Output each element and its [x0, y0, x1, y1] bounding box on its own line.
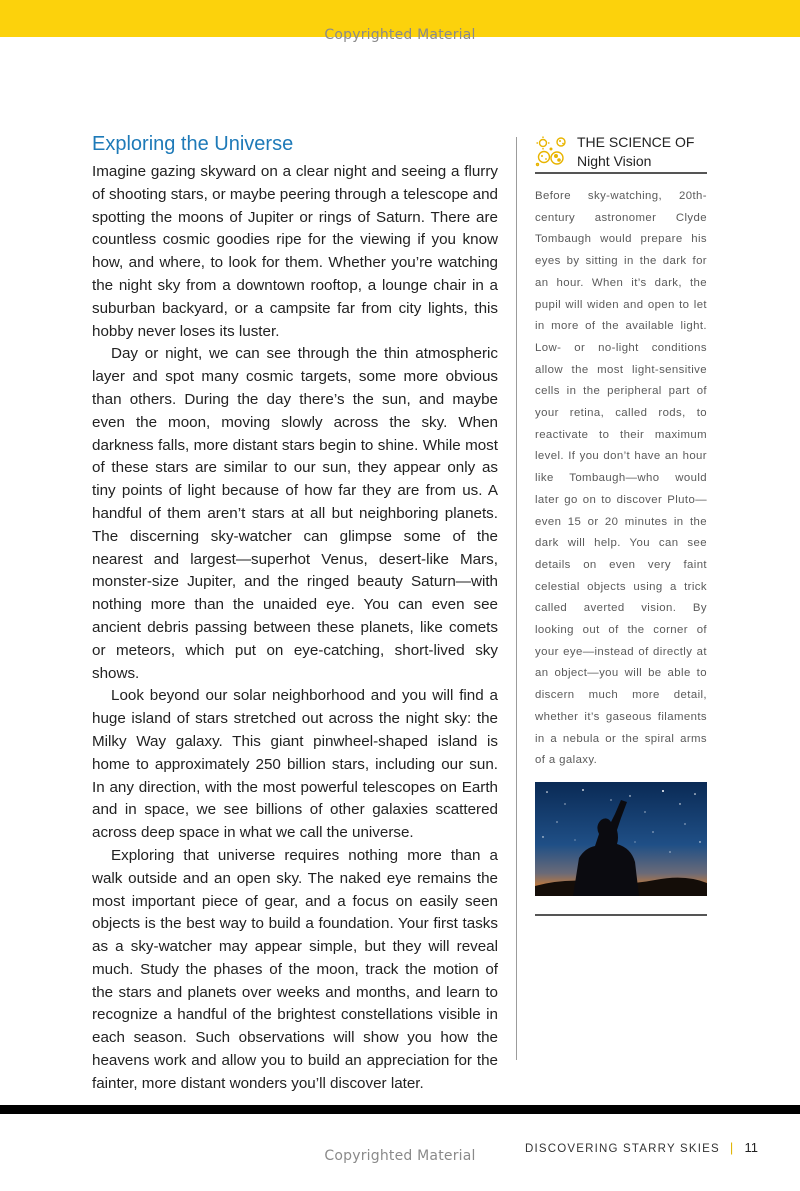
- running-footer-section: DISCOVERING STARRY SKIES: [524, 1143, 720, 1155]
- article-heading: Exploring the Universe: [92, 133, 294, 155]
- sidebar-text: Before sky-watching, 20th-century astronomer Clyde Tombaugh would prepare his eyes by sitting in the dark for an hour. When it’s dark, the pupil will widen and open to let in more of the available light. Low- or no-light conditions allow the most light-sensitive cells in the peripheral part of your retina, called rods, to reactivate to their maximum level. If you don’t have an hour like Tombaugh—who would later go on to discover Pluto—even 15 or 20 minutes in the dark will help. You can see details on even very faint celestial objects using a trick called averted vision. By looking out of the corner of your eye—instead of directly at an object—you will be able to discern much more detail, whether it’s gaseous filaments in a nebula or the spiral arms of a galaxy.: [535, 190, 707, 767]
- page-number: 11: [744, 1140, 758, 1155]
- paragraph-2: Day or night, we can see through the thin atmospheric layer and spot many cosmic targets, some more obvious than others. During the day there’s the sun, and maybe even the moon, moving slowly across the sky. When darkness falls, more distant stars begin to shine. While most of these stars are similar to our sun, they appear only as tiny points of light because of how far they are from us. A handful of them aren’t stars at all but neighboring planets. The discerning sky-watcher can glimpse some of the nearest and largest—superhot Venus, desert-like Mars, monster-size Jupiter, and the ringed beauty Saturn—with nothing more than the unaided eye. You can even see ancient debris passing between these planets, like comets or meteors, which put on eye-catching, short-lived sky shows.: [92, 345, 498, 682]
- sidebar-title-line-2: Night Vision: [577, 153, 652, 169]
- paragraph-3: Look beyond our solar neighborhood and you will find a huge island of stars stretched out across the night sky: the Milky Way galaxy. This giant pinwheel-shaped island is home to approximately 250 billion stars, including our sun. In any direction, with the most powerful telescopes on Earth and in space, we see billions of other galaxies scattered across deep space in what we call the universe.: [92, 687, 498, 842]
- sidebar-title-line-1: THE SCIENCE OF: [577, 134, 695, 150]
- planets-icon: [535, 135, 569, 167]
- main-article: [92, 132, 498, 1096]
- sidebar-title: [577, 133, 694, 171]
- footer-separator: |: [729, 1140, 735, 1155]
- paragraph-1: Imagine gazing skyward on a clear night and seeing a flurry of shooting stars, or maybe peering through a telescope and spotting the moons of Jupiter or rings of Saturn. There are countless cosmic goodies ripe for the viewing if you know how, and where, to look for them. Whether you’re watching the night sky from a downtown rooftop, a lounge chair in a suburban backyard, or a campsite far from city lights, this hobby never loses its luster.: [92, 163, 498, 340]
- stargazer-photo: [535, 782, 707, 896]
- sidebar-header: [535, 132, 707, 172]
- column-divider: [516, 137, 517, 1060]
- sidebar-top-rule: [535, 172, 707, 174]
- sidebar-bottom-rule: [535, 914, 707, 916]
- footer-black-bar: [0, 1105, 800, 1114]
- paragraph-4: Exploring that universe requires nothing more than a walk outside and an open sky. The naked eye remains the most important piece of gear, and a focus on easily seen objects is the best way to build a foundation. Your first tasks as a sky-watcher may appear simple, but they will reveal much. Study the phases of the moon, track the motion of the stars and planets over weeks and months, and learn to recognize a handful of the brightest constellations visible in each season. Such observations will show you how the heavens work and allow you to build an appreciation for the fainter, more distant wonders you’ll discover later.: [92, 846, 498, 1092]
- copyright-watermark-bottom: Copyrighted Material: [324, 1148, 476, 1164]
- copyright-watermark-top: Copyrighted Material: [324, 27, 476, 43]
- sidebar-box: [535, 132, 707, 916]
